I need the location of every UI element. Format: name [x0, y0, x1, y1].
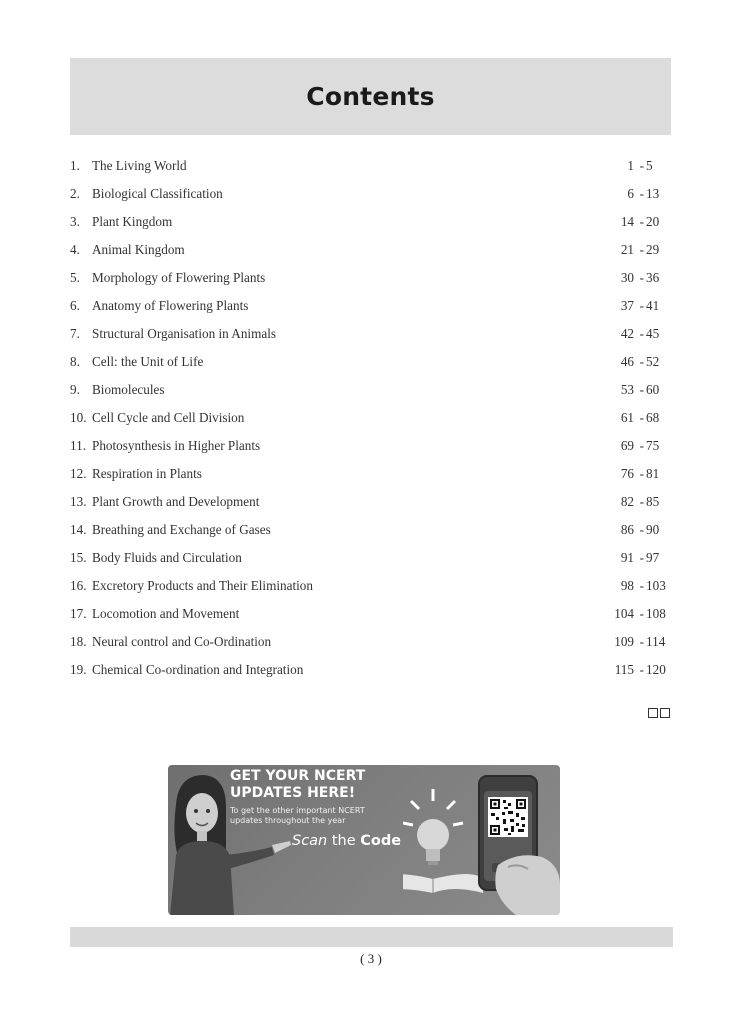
- page-end: 97: [646, 550, 660, 565]
- chapter-number: 4.: [70, 242, 80, 257]
- chapter-title: Respiration in Plants: [92, 466, 202, 481]
- toc-row[interactable]: [70, 152, 666, 180]
- end-mark-icon: [648, 708, 670, 718]
- toc-row[interactable]: [70, 432, 666, 460]
- toc-row[interactable]: [70, 460, 666, 488]
- page-dash: -: [639, 242, 644, 257]
- banner-title: [230, 768, 410, 802]
- page-start: 53: [620, 382, 634, 397]
- page-dash: -: [639, 494, 644, 509]
- page-dash: -: [639, 214, 644, 229]
- chapter-number: 9.: [70, 382, 80, 397]
- chapter-title: Cell Cycle and Cell Division: [92, 410, 245, 425]
- page-end: 52: [646, 354, 660, 369]
- toc-row[interactable]: [70, 404, 666, 432]
- page-start: 82: [620, 494, 634, 509]
- page-end: 5: [646, 158, 653, 173]
- banner-subtitle-line-2: updates throughout the year: [230, 816, 346, 825]
- page-end: 108: [646, 606, 666, 621]
- toc-row[interactable]: [70, 628, 666, 656]
- chapter-title: Morphology of Flowering Plants: [92, 270, 266, 285]
- toc-row[interactable]: [70, 348, 666, 376]
- page-start: 1: [627, 158, 634, 173]
- page-dash: -: [639, 522, 644, 537]
- chapter-number: 10.: [70, 410, 87, 425]
- page-start: 109: [614, 634, 634, 649]
- table-of-contents: [70, 152, 666, 684]
- page-start: 86: [620, 522, 634, 537]
- toc-row[interactable]: [70, 236, 666, 264]
- page-dash: -: [639, 550, 644, 565]
- chapter-title: Animal Kingdom: [92, 242, 185, 257]
- page-end: 81: [646, 466, 660, 481]
- chapter-title: Locomotion and Movement: [92, 606, 240, 621]
- page-start: 14: [620, 214, 634, 229]
- page-title: Contents: [306, 82, 435, 111]
- toc-row[interactable]: [70, 572, 666, 600]
- banner-subtitle-line-1: To get the other important NCERT: [230, 806, 365, 815]
- toc-row[interactable]: [70, 488, 666, 516]
- toc-row[interactable]: [70, 516, 666, 544]
- chapter-number: 12.: [70, 466, 87, 481]
- page-end: 68: [646, 410, 660, 425]
- hand-icon: [468, 845, 560, 915]
- page-end: 90: [646, 522, 660, 537]
- chapter-number: 13.: [70, 494, 87, 509]
- page-dash: -: [639, 354, 644, 369]
- chapter-number: 18.: [70, 634, 87, 649]
- page-dash: -: [639, 662, 644, 677]
- page-end: 103: [646, 578, 666, 593]
- toc-row[interactable]: [70, 180, 666, 208]
- page-start: 61: [620, 410, 634, 425]
- toc-row[interactable]: [70, 292, 666, 320]
- page-dash: -: [639, 270, 644, 285]
- page-start: 104: [614, 606, 634, 621]
- page-start: 6: [627, 186, 634, 201]
- page-end: 60: [646, 382, 660, 397]
- page-dash: -: [639, 186, 644, 201]
- chapter-title: Biological Classification: [92, 186, 223, 201]
- page-dash: -: [639, 298, 644, 313]
- chapter-number: 5.: [70, 270, 80, 285]
- chapter-title: Cell: the Unit of Life: [92, 354, 204, 369]
- chapter-number: 3.: [70, 214, 80, 229]
- page-start: 98: [620, 578, 634, 593]
- page-end: 85: [646, 494, 660, 509]
- contents-header: [70, 58, 671, 135]
- page-start: 42: [620, 326, 634, 341]
- page-start: 91: [620, 550, 634, 565]
- chapter-number: 7.: [70, 326, 80, 341]
- page-end: 120: [646, 662, 666, 677]
- scan-word: Scan: [292, 833, 328, 849]
- chapter-number: 17.: [70, 606, 87, 621]
- toc-row[interactable]: [70, 320, 666, 348]
- chapter-title: Chemical Co-ordination and Integration: [92, 662, 304, 677]
- chapter-title: The Living World: [92, 158, 187, 173]
- page-end: 13: [646, 186, 660, 201]
- square-icon: [660, 708, 670, 718]
- chapter-title: Plant Growth and Development: [92, 494, 260, 509]
- chapter-title: Body Fluids and Circulation: [92, 550, 242, 565]
- banner-title-line-1: GET YOUR NCERT: [230, 768, 366, 784]
- chapter-title: Breathing and Exchange of Gases: [92, 522, 271, 537]
- page-end: 36: [646, 270, 660, 285]
- page-dash: -: [639, 438, 644, 453]
- page-end: 75: [646, 438, 660, 453]
- page-end: 45: [646, 326, 660, 341]
- scan-the-code-text: [292, 833, 401, 849]
- the-word: the: [331, 833, 356, 849]
- chapter-title: Neural control and Co-Ordination: [92, 634, 272, 649]
- chapter-title: Excretory Products and Their Elimination: [92, 578, 313, 593]
- chapter-number: 15.: [70, 550, 87, 565]
- page-dash: -: [639, 578, 644, 593]
- page-dash: -: [639, 410, 644, 425]
- chapter-title: Photosynthesis in Higher Plants: [92, 438, 261, 453]
- chapter-number: 6.: [70, 298, 80, 313]
- chapter-title: Structural Organisation in Animals: [92, 326, 276, 341]
- page-start: 21: [620, 242, 634, 257]
- banner-subtitle: [230, 806, 380, 826]
- toc-row[interactable]: [70, 376, 666, 404]
- chapter-number: 8.: [70, 354, 80, 369]
- chapter-number: 14.: [70, 522, 87, 537]
- page-start: 115: [614, 662, 634, 677]
- page-start: 37: [620, 298, 634, 313]
- toc-row[interactable]: [70, 208, 666, 236]
- ncert-updates-banner[interactable]: [168, 765, 560, 915]
- page-dash: -: [639, 382, 644, 397]
- page-start: 69: [620, 438, 634, 453]
- chapter-number: 19.: [70, 662, 87, 677]
- code-word: Code: [360, 833, 402, 849]
- qr-code-icon[interactable]: [488, 797, 528, 837]
- page-dash: -: [639, 466, 644, 481]
- page-start: 76: [620, 466, 634, 481]
- toc-row[interactable]: [70, 264, 666, 292]
- page-dash: -: [639, 158, 644, 173]
- chapter-number: 1.: [70, 158, 80, 173]
- toc-row[interactable]: [70, 656, 666, 684]
- page-dash: -: [639, 634, 644, 649]
- page-end: 29: [646, 242, 660, 257]
- chapter-title: Plant Kingdom: [92, 214, 173, 229]
- footer-band: [70, 927, 673, 947]
- banner-title-line-2: UPDATES HERE!: [230, 785, 356, 801]
- chapter-title: Anatomy of Flowering Plants: [92, 298, 249, 313]
- page-end: 114: [646, 634, 666, 649]
- chapter-number: 11.: [70, 438, 86, 453]
- toc-row[interactable]: [70, 600, 666, 628]
- chapter-number: 2.: [70, 186, 80, 201]
- page-end: 20: [646, 214, 660, 229]
- chapter-title: Biomolecules: [92, 382, 165, 397]
- chapter-number: 16.: [70, 578, 87, 593]
- page-dash: -: [639, 606, 644, 621]
- toc-row[interactable]: [70, 544, 666, 572]
- page-start: 30: [620, 270, 634, 285]
- page-start: 46: [620, 354, 634, 369]
- page-end: 41: [646, 298, 660, 313]
- page-dash: -: [639, 326, 644, 341]
- page-number: ( 3 ): [360, 951, 382, 966]
- square-icon: [648, 708, 658, 718]
